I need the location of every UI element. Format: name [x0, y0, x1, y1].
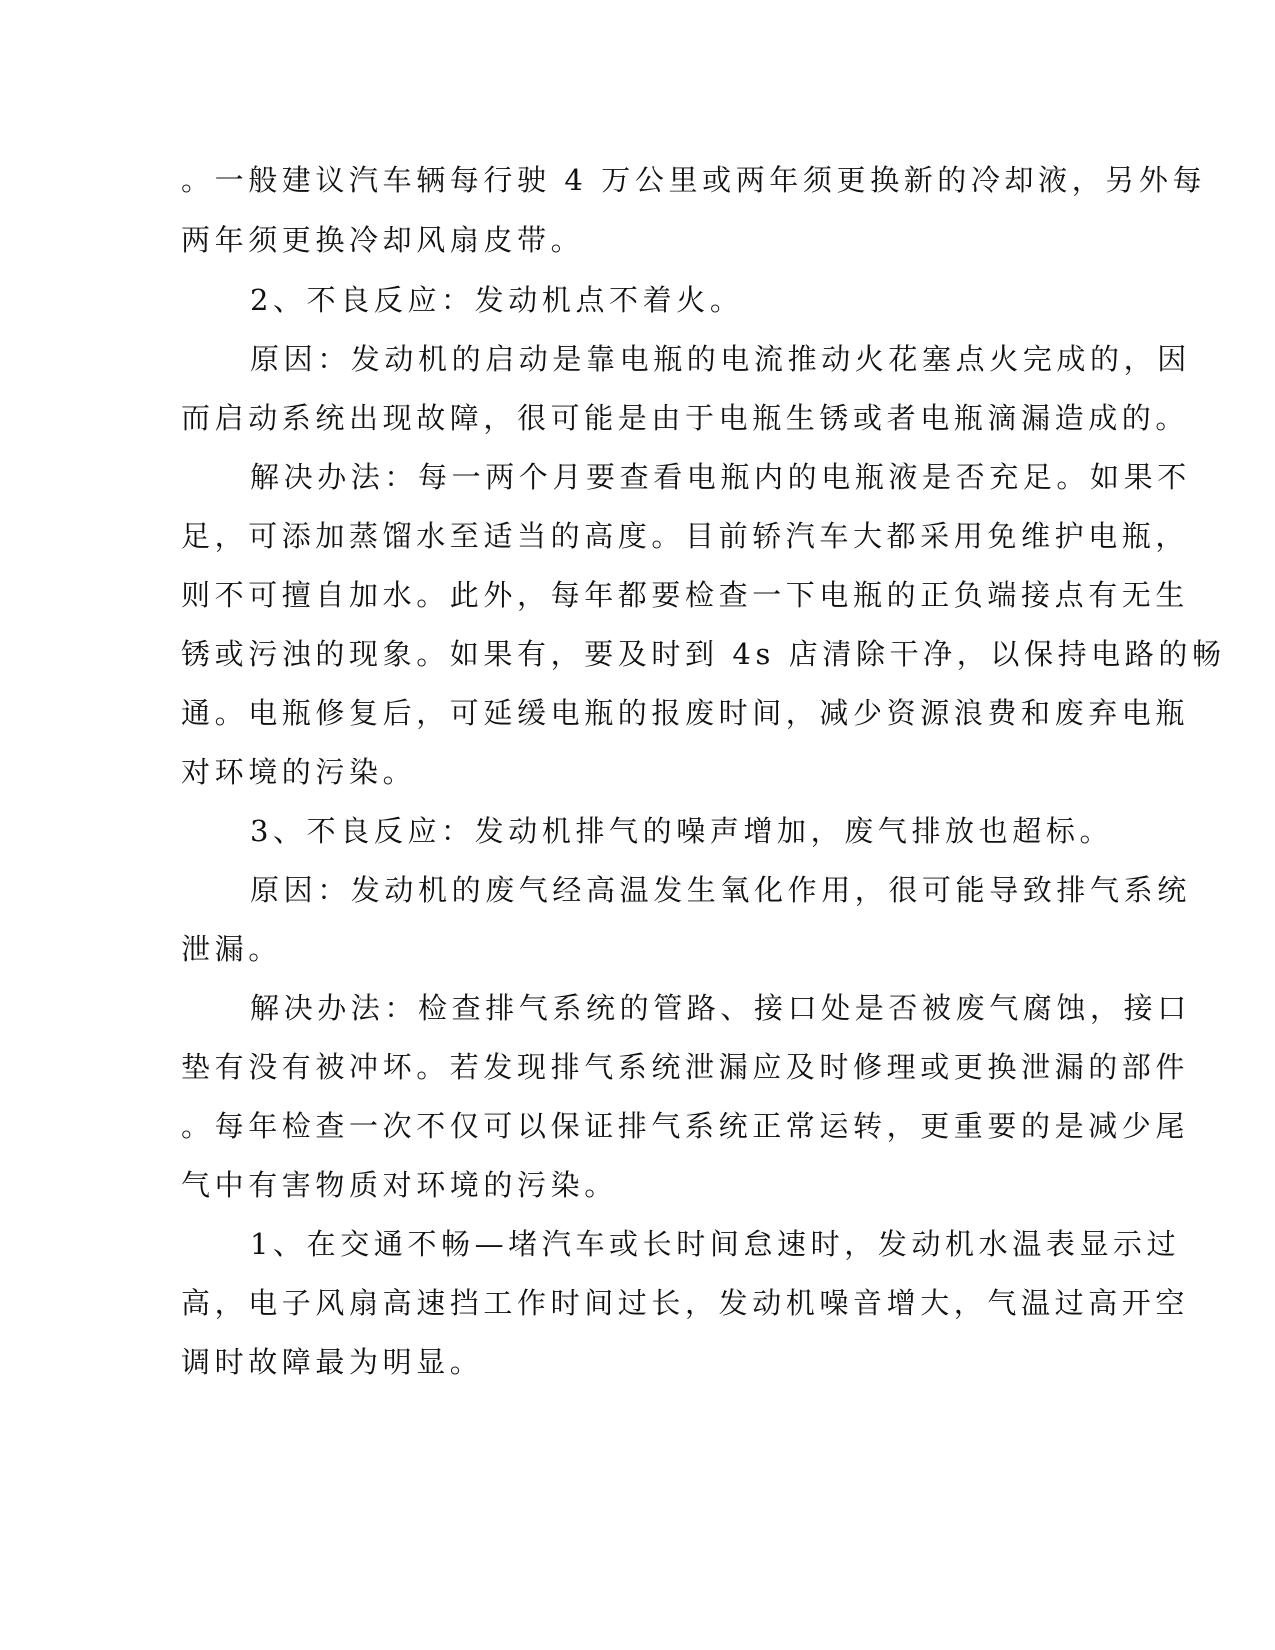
text-line: 对环境的污染。 — [181, 755, 417, 789]
text-line: 。一般建议汽车辆每行驶 4 万公里或两年须更换新的冷却液，另外每 — [181, 163, 1207, 197]
text-line: 原因：发动机的废气经高温发生氧化作用，很可能导致排气系统 — [250, 873, 1191, 907]
text-line: 两年须更换冷却风扇皮带。 — [181, 223, 585, 257]
text-line: 而启动系统出现故障，很可能是由于电瓶生锈或者电瓶滴漏造成的。 — [181, 401, 1190, 435]
text-line: 解决办法：每一两个月要查看电瓶内的电瓶液是否充足。如果不 — [250, 460, 1191, 494]
text-line: 通。电瓶修复后，可延缓电瓶的报废时间，减少资源浪费和废弃电瓶 — [181, 696, 1190, 730]
list-item-heading: 3、不良反应：发动机排气的噪声增加，废气排放也超标。 — [250, 814, 1114, 848]
text-line: 解决办法：检查排气系统的管路、接口处是否被废气腐蚀，接口 — [250, 991, 1191, 1025]
list-item-heading: 1、在交通不畅—堵汽车或长时间怠速时，发动机水温表显示过 — [250, 1227, 1181, 1261]
text-line: 气中有害物质对环境的污染。 — [181, 1168, 618, 1202]
text-line: 泄漏。 — [181, 932, 282, 966]
text-line: 高，电子风扇高速挡工作时间过长，发动机噪音增大，气温过高开空 — [181, 1286, 1190, 1320]
text-line: 锈或污浊的现象。如果有，要及时到 4s 店清除干净，以保持电路的畅 — [181, 637, 1226, 671]
text-line: 。每年检查一次不仅可以保证排气系统正常运转，更重要的是减少尾 — [181, 1109, 1190, 1143]
text-line: 原因：发动机的启动是靠电瓶的电流推动火花塞点火完成的，因 — [250, 342, 1191, 376]
text-line: 足，可添加蒸馏水至适当的高度。目前轿汽车大都采用免维护电瓶， — [181, 519, 1190, 553]
text-line: 调时故障最为明显。 — [181, 1345, 484, 1379]
list-item-heading: 2、不良反应：发动机点不着火。 — [250, 283, 744, 317]
text-line: 垫有没有被冲坏。若发现排气系统泄漏应及时修理或更换泄漏的部件 — [181, 1050, 1190, 1084]
text-line: 则不可擅自加水。此外，每年都要检查一下电瓶的正负端接点有无生 — [181, 578, 1190, 612]
